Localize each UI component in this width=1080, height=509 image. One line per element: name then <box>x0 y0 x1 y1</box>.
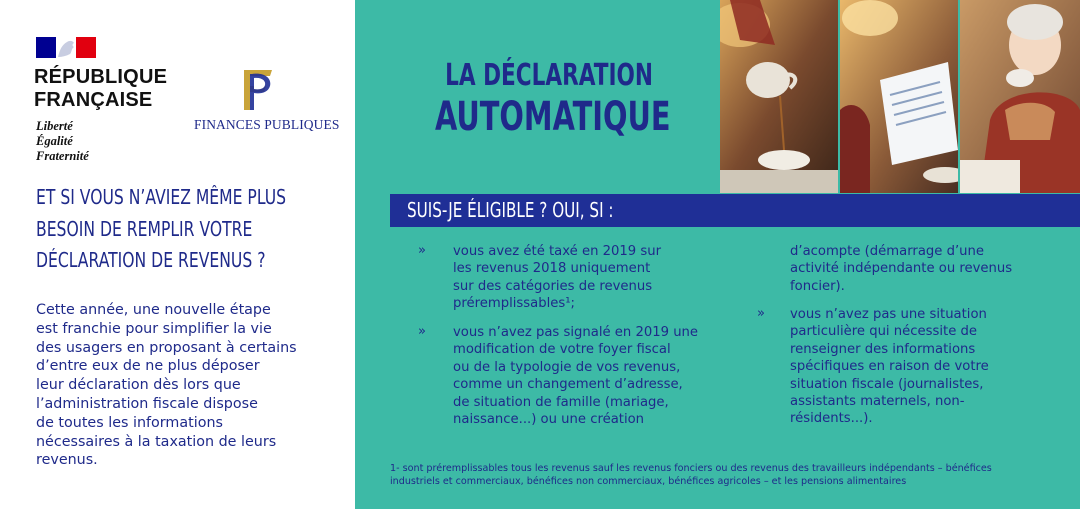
question-line: DÉCLARATION DE REVENUS ? <box>36 248 266 272</box>
document-photo <box>840 0 958 193</box>
paragraph-line: des usagers en proposant à certains <box>36 339 297 356</box>
criterion-line: renseigner des informations <box>790 341 976 357</box>
criterion-line: vous n’avez pas une situation <box>790 307 987 322</box>
motto-liberte: Liberté <box>36 119 73 133</box>
criterion-line: foncier). <box>790 278 845 294</box>
eligibility-banner <box>390 194 1080 227</box>
criterion-line: spécifiques en raison de votre <box>790 359 989 375</box>
criterion-line: sur des catégories de revenus <box>453 278 653 294</box>
title-line-2: AUTOMATIQUE <box>435 94 671 140</box>
criterion-line: vous n’avez pas signalé en 2019 une <box>453 325 699 340</box>
criterion-line: résidents...). <box>790 411 873 427</box>
question-line: BESOIN DE REMPLIR VOTRE <box>36 216 253 241</box>
criterion-line: les revenus 2018 uniquement <box>453 261 651 277</box>
republique-line: RÉPUBLIQUE <box>34 66 168 88</box>
criterion-line: comme un changement d’adresse, <box>453 377 683 393</box>
bullet-marker: » <box>418 243 426 258</box>
question-line: ET SI VOUS N’AVIEZ MÊME PLUS <box>36 185 287 209</box>
woman-drinking-photo <box>960 0 1080 193</box>
marianne-flag-icon <box>36 37 96 58</box>
criterion-line: d’acompte (démarrage d’une <box>790 244 984 259</box>
criterion-line: activité indépendante ou revenus <box>790 261 1013 277</box>
paragraph-line: est franchie pour simplifier la vie <box>36 320 272 337</box>
criterion-line: préremplissables¹; <box>453 296 575 312</box>
photo-strip <box>720 0 1080 193</box>
banner-label: SUIS-JE ÉLIGIBLE ? OUI, SI : <box>407 198 614 222</box>
paragraph-line: l’administration fiscale dispose <box>36 395 258 412</box>
teapot-photo <box>720 0 838 193</box>
bullet-marker: » <box>757 306 765 321</box>
paragraph-line: Cette année, une nouvelle étape <box>36 302 271 318</box>
criterion-3 <box>790 306 989 428</box>
criterion-line: ou de la typologie de vos revenus, <box>453 359 681 375</box>
paragraph-line: nécessaires à la taxation de leurs <box>36 433 277 450</box>
motto-fraternite: Fraternité <box>36 149 89 163</box>
criterion-1 <box>453 243 661 313</box>
criterion-line: de situation de famille (mariage, <box>453 394 669 410</box>
footnote-line: 1- sont préremplissables tous les revenus sauf les revenus fonciers ou des revenus des travailleurs indépendants – bénéfices <box>390 463 992 474</box>
criterion-line: particulière qui nécessite de <box>790 324 977 340</box>
paragraph-line: leur déclaration dès lors que <box>36 377 241 394</box>
intro-paragraph <box>36 301 336 470</box>
left-panel <box>0 0 355 509</box>
title-line-1: LA DÉCLARATION <box>445 58 653 93</box>
page-title <box>435 58 671 140</box>
bullet-marker: » <box>418 324 426 339</box>
finances-publiques-label: FINANCES PUBLIQUES <box>194 117 340 132</box>
paragraph-line: revenus. <box>36 452 98 469</box>
footnote-line: industriels et commerciaux, bénéfices non commerciaux, bénéfices agricoles – et les pensions alimentaires <box>390 476 907 487</box>
criterion-line: assistants maternels, non- <box>790 394 965 410</box>
francaise-line: FRANÇAISE <box>34 89 153 111</box>
finances-publiques-logo-icon <box>238 66 278 112</box>
paragraph-line: d’entre eux de ne plus déposer <box>36 358 260 375</box>
criterion-line: vous avez été taxé en 2019 sur <box>453 244 662 259</box>
criterion-line: situation fiscale (journalistes, <box>790 376 984 392</box>
criterion-2-continued <box>790 243 1012 295</box>
paragraph-line: de toutes les informations <box>36 414 223 431</box>
motto-egalite: Égalité <box>36 134 73 148</box>
criterion-line: naissance...) ou une création <box>453 412 645 428</box>
footnote <box>390 462 1070 488</box>
criterion-line: modification de votre foyer fiscal <box>453 342 671 358</box>
criterion-2 <box>453 324 698 428</box>
headline-question <box>36 182 287 277</box>
